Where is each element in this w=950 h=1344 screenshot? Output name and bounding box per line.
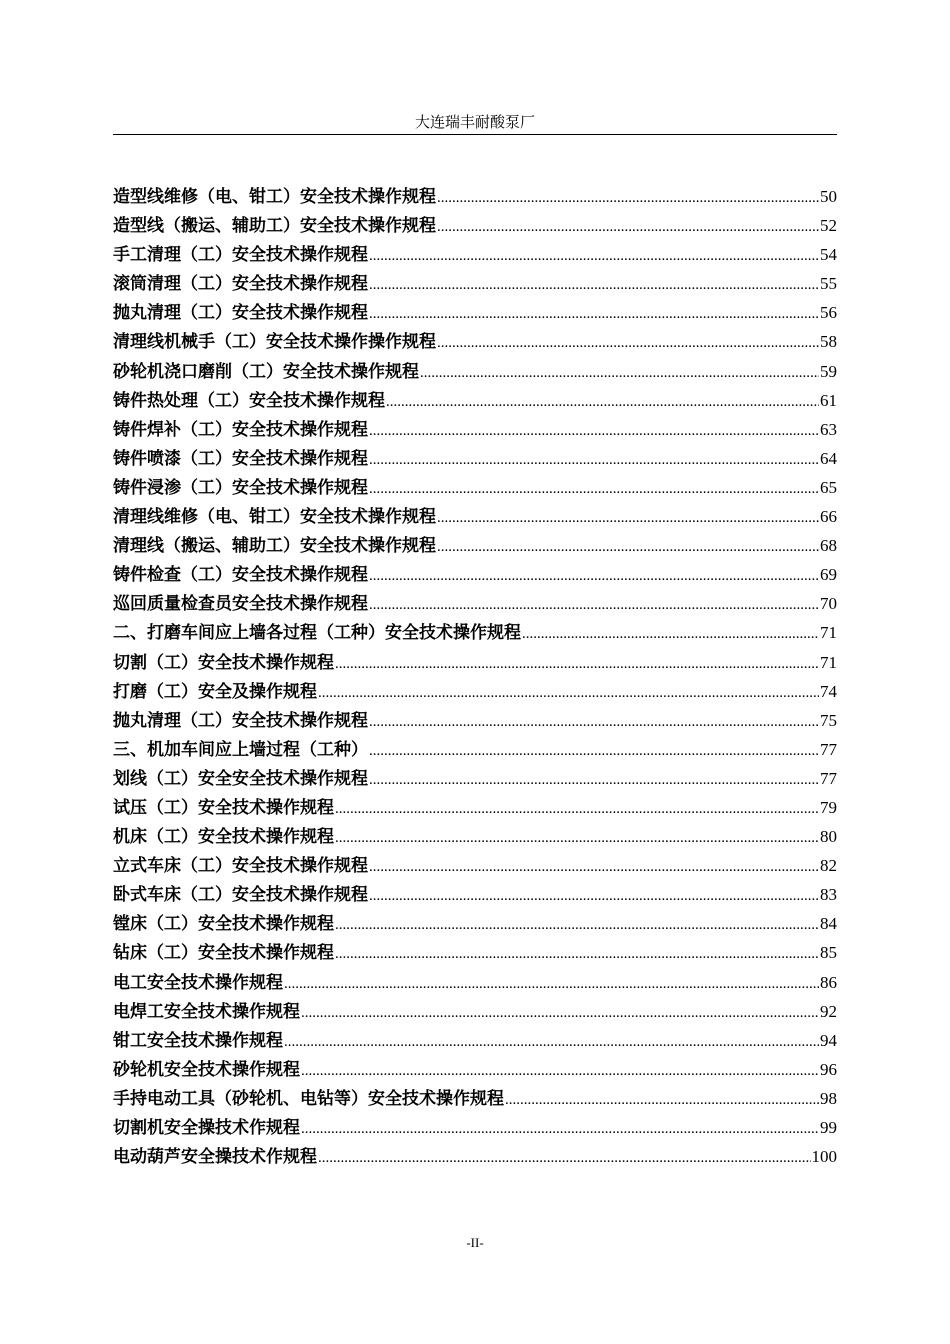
toc-dot-leader: [335, 795, 819, 824]
toc-entry-title: 砂轮机浇口磨削（工）安全技术操作规程: [113, 361, 419, 382]
toc-entry-page: 75: [820, 710, 837, 730]
toc-dot-leader: [369, 242, 819, 271]
toc-entry-page: 66: [820, 507, 837, 527]
toc-entry[interactable]: [113, 1142, 837, 1171]
page-header: [113, 112, 837, 135]
toc-dot-leader: [369, 882, 819, 911]
toc-entry-title: 切割（工）安全技术操作规程: [113, 652, 334, 673]
toc-entry-title: 清理线（搬运、辅助工）安全技术操作规程: [113, 536, 436, 557]
toc-entry-page: 96: [820, 1059, 837, 1079]
toc-entry-title: 电焊工安全技术操作规程: [113, 1001, 300, 1022]
toc-dot-leader: [437, 329, 819, 358]
toc-entry-title: 铸件焊补（工）安全技术操作规程: [113, 419, 368, 440]
toc-dot-leader: [335, 650, 819, 679]
toc-dot-leader: [301, 1057, 819, 1086]
toc-entry-title: 手工清理（工）安全技术操作规程: [113, 245, 368, 266]
toc-entry-page: 85: [820, 943, 837, 963]
toc-dot-leader: [284, 1028, 819, 1057]
toc-entry-title: 镗床（工）安全技术操作规程: [113, 914, 334, 935]
toc-entry[interactable]: [113, 415, 837, 444]
toc-entry[interactable]: [113, 706, 837, 735]
toc-dot-leader: [318, 1144, 811, 1173]
toc-dot-leader: [369, 271, 819, 300]
toc-dot-leader: [284, 970, 819, 999]
toc-entry[interactable]: [113, 327, 837, 356]
toc-entry-title: 造型线（搬运、辅助工）安全技术操作规程: [113, 216, 436, 237]
toc-entry[interactable]: [113, 938, 837, 967]
toc-entry[interactable]: [113, 473, 837, 502]
toc-entry-title: 清理线维修（电、钳工）安全技术操作规程: [113, 507, 436, 528]
page-number: -II-: [466, 1235, 484, 1250]
toc-entry-page: 70: [820, 594, 837, 614]
toc-entry-page: 83: [820, 885, 837, 905]
toc-entry-title: 滚筒清理（工）安全技术操作规程: [113, 274, 368, 295]
table-of-contents: [113, 182, 837, 1171]
toc-dot-leader: [505, 1086, 819, 1115]
toc-entry-title: 划线（工）安全安全技术操作规程: [113, 768, 368, 789]
toc-entry-title: 砂轮机安全技术操作规程: [113, 1059, 300, 1080]
toc-entry-page: 92: [820, 1001, 837, 1021]
toc-entry[interactable]: [113, 880, 837, 909]
toc-entry[interactable]: [113, 822, 837, 851]
toc-entry[interactable]: [113, 182, 837, 211]
toc-dot-leader: [369, 417, 819, 446]
toc-entry-page: 77: [820, 739, 837, 759]
toc-entry-page: 50: [820, 187, 837, 206]
toc-dot-leader: [420, 359, 819, 388]
toc-entry[interactable]: [113, 648, 837, 677]
toc-entry[interactable]: [113, 444, 837, 473]
toc-dot-leader: [437, 213, 819, 242]
toc-entry[interactable]: [113, 764, 837, 793]
toc-dot-leader: [369, 853, 819, 882]
toc-dot-leader: [369, 708, 819, 737]
toc-dot-leader: [369, 300, 819, 329]
toc-dot-leader: [386, 388, 819, 417]
toc-dot-leader: [369, 562, 819, 591]
toc-entry-page: 79: [820, 797, 837, 817]
toc-entry[interactable]: [113, 1026, 837, 1055]
toc-entry-page: 61: [820, 390, 837, 410]
toc-entry-page: 98: [820, 1088, 837, 1108]
toc-entry-title: 铸件喷漆（工）安全技术操作规程: [113, 448, 368, 469]
toc-entry-page: 63: [820, 419, 837, 439]
toc-entry[interactable]: [113, 589, 837, 618]
toc-dot-leader: [301, 1115, 819, 1144]
toc-entry[interactable]: [113, 793, 837, 822]
toc-entry[interactable]: [113, 1113, 837, 1142]
toc-entry-title: 铸件浸渗（工）安全技术操作规程: [113, 477, 368, 498]
toc-entry-page: 54: [820, 245, 837, 265]
toc-entry[interactable]: [113, 618, 837, 647]
toc-entry-page: 82: [820, 856, 837, 876]
toc-entry-page: 71: [820, 652, 837, 672]
toc-entry-page: 100: [811, 1147, 837, 1167]
toc-entry-title: 钳工安全技术操作规程: [113, 1030, 283, 1051]
toc-dot-leader: [437, 184, 819, 213]
toc-entry-title: 铸件检查（工）安全技术操作规程: [113, 565, 368, 586]
toc-entry-title: 巡回质量检查员安全技术操作规程: [113, 594, 368, 615]
toc-entry[interactable]: [113, 502, 837, 531]
toc-entry-page: 77: [820, 768, 837, 788]
toc-entry-page: 64: [820, 448, 837, 468]
toc-entry[interactable]: [113, 211, 837, 240]
toc-entry[interactable]: [113, 909, 837, 938]
toc-entry-page: 84: [820, 914, 837, 934]
toc-entry-page: 59: [820, 361, 837, 381]
toc-entry-title: 卧式车床（工）安全技术操作规程: [113, 885, 368, 906]
toc-entry-title: 电工安全技术操作规程: [113, 972, 283, 993]
toc-entry-page: 56: [820, 303, 837, 323]
toc-entry-title: 造型线维修（电、钳工）安全技术操作规程: [113, 187, 436, 207]
toc-entry-title: 钻床（工）安全技术操作规程: [113, 943, 334, 964]
toc-entry-title: 电动葫芦安全操技术作规程: [113, 1147, 317, 1168]
toc-entry-page: 69: [820, 565, 837, 585]
toc-dot-leader: [369, 446, 819, 475]
header-title: 大连瑞丰耐酸泵厂: [414, 113, 535, 131]
toc-entry-page: 55: [820, 274, 837, 294]
toc-dot-leader: [522, 620, 819, 649]
toc-entry-title: 清理线机械手（工）安全技术操作操作规程: [113, 332, 436, 353]
toc-entry-page: 99: [820, 1118, 837, 1137]
toc-entry[interactable]: [113, 997, 837, 1026]
toc-entry-title: 切割机安全操技术作规程: [113, 1118, 300, 1138]
toc-entry-page: 68: [820, 536, 837, 556]
toc-dot-leader: [369, 475, 819, 504]
toc-entry[interactable]: [113, 1084, 837, 1113]
toc-dot-leader: [335, 824, 819, 853]
toc-entry-title: 试压（工）安全技术操作规程: [113, 797, 334, 818]
toc-dot-leader: [369, 766, 819, 795]
toc-entry-title: 三、机加车间应上墙过程（工种）: [113, 739, 368, 760]
toc-entry-page: 86: [820, 972, 837, 992]
toc-entry-title: 打磨（工）安全及操作规程: [113, 681, 317, 702]
toc-dot-leader: [369, 591, 819, 620]
toc-entry[interactable]: [113, 386, 837, 415]
toc-entry[interactable]: [113, 851, 837, 880]
toc-entry-title: 抛丸清理（工）安全技术操作规程: [113, 710, 368, 731]
toc-entry-title: 二、打磨车间应上墙各过程（工种）安全技术操作规程: [113, 623, 521, 644]
toc-entry[interactable]: [113, 240, 837, 269]
toc-entry[interactable]: [113, 968, 837, 997]
toc-entry[interactable]: [113, 735, 837, 764]
toc-dot-leader: [335, 940, 819, 969]
toc-entry[interactable]: [113, 560, 837, 589]
toc-entry[interactable]: [113, 531, 837, 560]
toc-entry-page: 94: [820, 1030, 837, 1050]
toc-dot-leader: [369, 737, 819, 766]
toc-dot-leader: [301, 999, 819, 1028]
toc-dot-leader: [437, 504, 819, 533]
toc-entry[interactable]: [113, 269, 837, 298]
toc-entry-page: 74: [820, 681, 837, 701]
toc-entry-title: 立式车床（工）安全技术操作规程: [113, 856, 368, 877]
toc-entry-title: 手持电动工具（砂轮机、电钻等）安全技术操作规程: [113, 1088, 504, 1109]
toc-dot-leader: [437, 533, 819, 562]
toc-entry-title: 抛丸清理（工）安全技术操作规程: [113, 303, 368, 324]
toc-entry-page: 65: [820, 477, 837, 497]
toc-entry[interactable]: [113, 1055, 837, 1084]
toc-dot-leader: [318, 679, 819, 708]
toc-dot-leader: [335, 911, 819, 940]
toc-entry-page: 80: [820, 827, 837, 847]
toc-entry[interactable]: [113, 298, 837, 327]
toc-entry-page: 71: [820, 623, 837, 643]
toc-entry-title: 机床（工）安全技术操作规程: [113, 827, 334, 848]
page-footer: [0, 1235, 950, 1251]
toc-entry-title: 铸件热处理（工）安全技术操作规程: [113, 390, 385, 411]
toc-entry-page: 58: [820, 332, 837, 352]
toc-entry[interactable]: [113, 357, 837, 386]
toc-entry[interactable]: [113, 677, 837, 706]
toc-entry-page: 52: [820, 216, 837, 236]
